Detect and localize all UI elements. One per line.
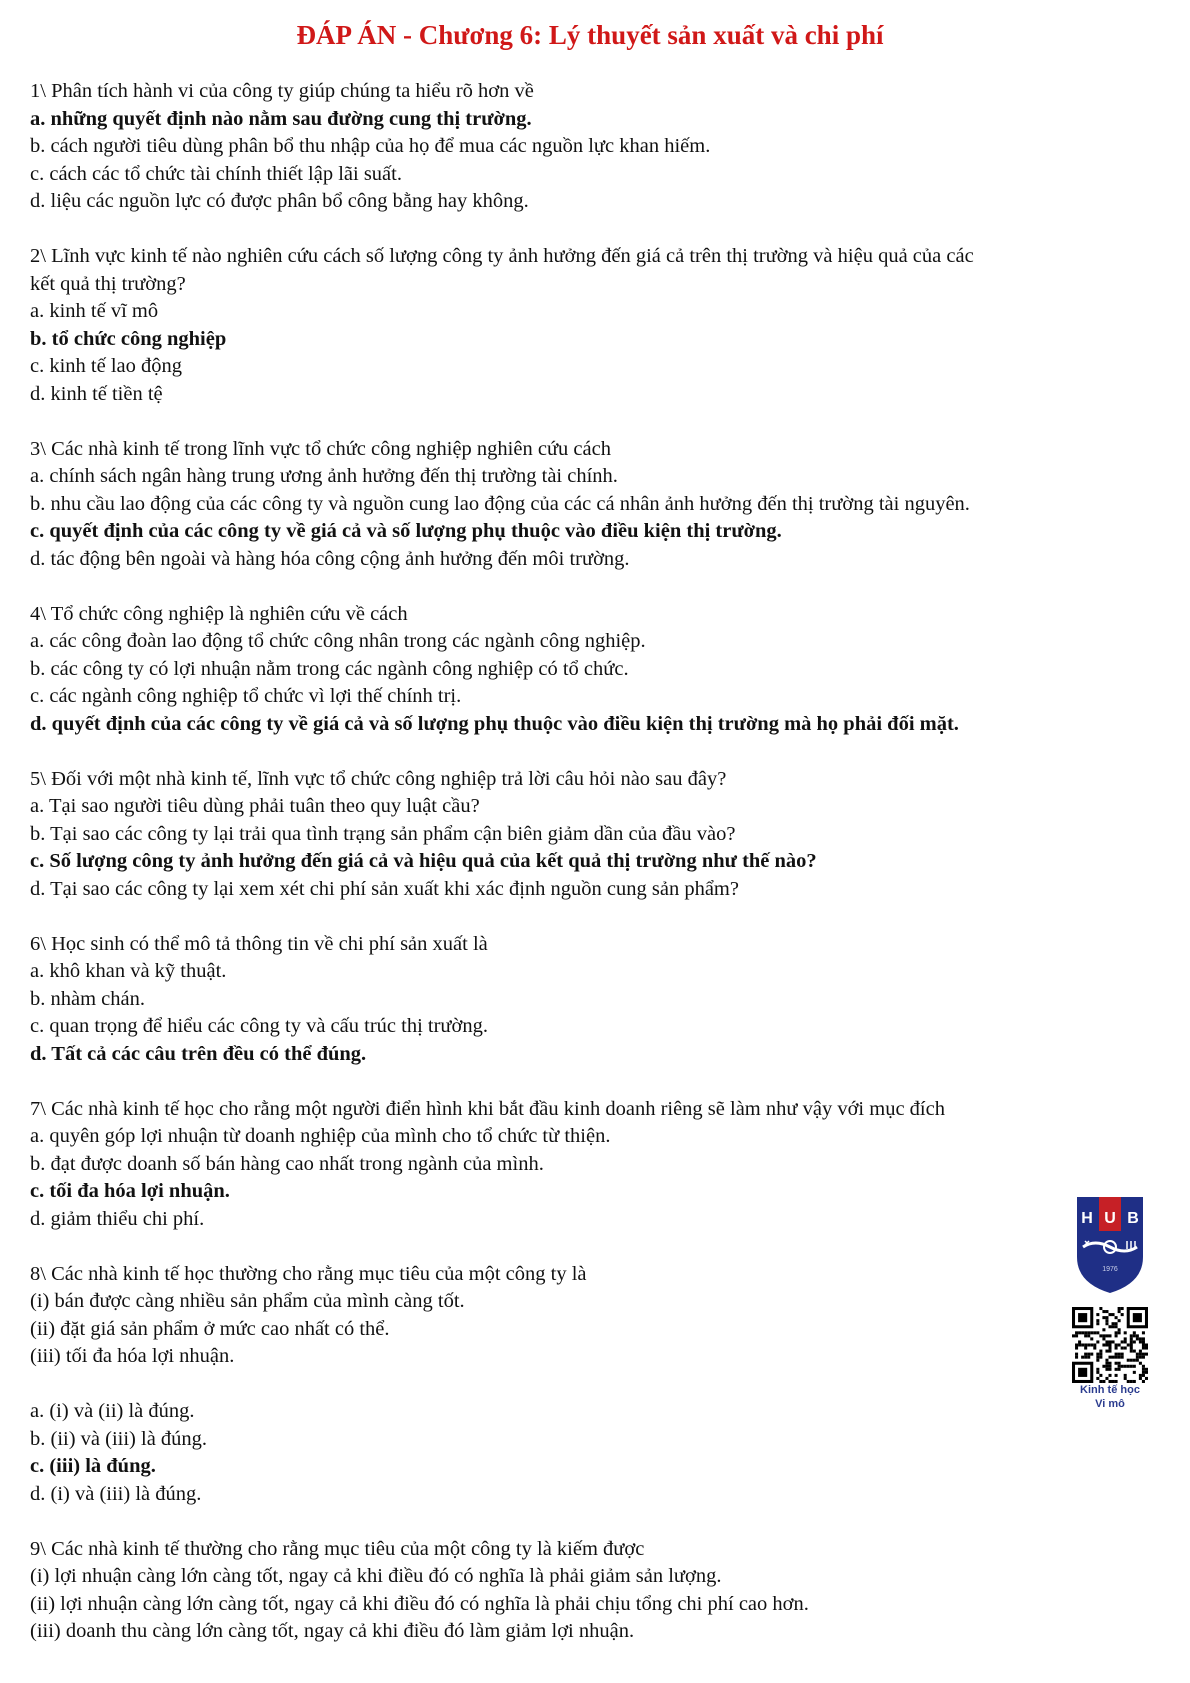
answer-option: d. liệu các nguồn lực có được phân bổ công bằng hay không. (30, 190, 529, 212)
answer-option-correct: a. những quyết định nào nằm sau đường cung thị trường. (30, 107, 532, 130)
question-3 (30, 436, 1150, 574)
answer-option-correct: c. tối đa hóa lợi nhuận. (30, 1180, 230, 1202)
answer-option-correct: d. Tất cả các câu trên đều có thể đúng. (30, 1042, 367, 1065)
question-8 (30, 1261, 1150, 1509)
answer-option: a. (i) và (ii) là đúng. (30, 1400, 195, 1422)
answer-option: b. đạt được doanh số bán hàng cao nhất trong ngành của mình. (30, 1152, 544, 1175)
question-stem-line: (ii) đặt giá sản phẩm ở mức cao nhất có thể. (30, 1317, 390, 1340)
question-stem-line: (i) bán được càng nhiều sản phẩm của mình càng tốt. (30, 1290, 465, 1312)
answer-option: c. cách các tổ chức tài chính thiết lập lãi suất. (30, 162, 402, 185)
question-stem: 3\ Các nhà kinh tế trong lĩnh vực tổ chức công nghiệp nghiên cứu cách (30, 437, 611, 460)
question-stem: 9\ Các nhà kinh tế thường cho rằng mục tiêu của một công ty là kiếm được (30, 1537, 645, 1560)
question-stem-line: kết quả thị trường? (30, 272, 186, 295)
answer-option: c. các ngành công nghiệp tổ chức vì lợi thế chính trị. (30, 685, 462, 707)
answer-sheet (30, 0, 1150, 1673)
logo-letter-h: H (1081, 1210, 1093, 1227)
question-stem: 6\ Học sinh có thể mô tả thông tin về chi phí sản xuất là (30, 932, 488, 955)
answer-option: c. kinh tế lao động (30, 355, 183, 377)
answer-option: b. các công ty có lợi nhuận nằm trong các ngành công nghiệp có tổ chức. (30, 657, 629, 680)
answer-option: a. khô khan và kỹ thuật. (30, 960, 227, 982)
question-stem: 5\ Đối với một nhà kinh tế, lĩnh vực tổ chức công nghiệp trả lời câu hỏi nào sau đây? (30, 767, 727, 790)
question-6 (30, 931, 1150, 1069)
question-stem-line: (ii) lợi nhuận càng lớn càng tốt, ngay cả khi điều đó có nghĩa là phải chịu tổng chi phí cao hơn. (30, 1592, 809, 1615)
question-stem: 8\ Các nhà kinh tế học thường cho rằng mục tiêu của một công ty là (30, 1262, 587, 1285)
answer-option: a. các công đoàn lao động tổ chức công nhân trong các ngành công nghiệp. (30, 630, 646, 652)
question-4 (30, 601, 1150, 739)
answer-option-correct: c. Số lượng công ty ảnh hưởng đến giá cả và hiệu quả của kết quả thị trường như thế nào? (30, 850, 817, 872)
answer-option-correct: c. quyết định của các công ty về giá cả và số lượng phụ thuộc vào điều kiện thị trường. (30, 520, 782, 542)
question-1 (30, 78, 1150, 216)
answer-option: d. (i) và (iii) là đúng. (30, 1482, 202, 1505)
hub-logo (1075, 1195, 1145, 1295)
answer-option-correct: d. quyết định của các công ty về giá cả và số lượng phụ thuộc vào điều kiện thị trường mà họ phải đối mặt. (30, 712, 959, 735)
question-7 (30, 1096, 1150, 1234)
question-stem: 7\ Các nhà kinh tế học cho rằng một người điển hình khi bắt đầu kinh doanh riêng sẽ làm như vậy với mục đích (30, 1097, 945, 1120)
answer-option: b. Tại sao các công ty lại trải qua tình trạng sản phẩm cận biên giảm dần của đầu vào? (30, 822, 736, 845)
brand-block (1055, 1195, 1165, 1411)
brand-line-2: Vi mô (1095, 1398, 1125, 1410)
answer-option: c. quan trọng để hiểu các công ty và cấu trúc thị trường. (30, 1015, 488, 1037)
answer-option: b. cách người tiêu dùng phân bổ thu nhập của họ để mua các nguồn lực khan hiếm. (30, 135, 711, 157)
question-stem-line: (iii) doanh thu càng lớn càng tốt, ngay cả khi điều đó làm giảm lợi nhuận. (30, 1620, 635, 1642)
answer-option: d. Tại sao các công ty lại xem xét chi phí sản xuất khi xác định nguồn cung sản phẩm? (30, 877, 739, 900)
question-stem: 1\ Phân tích hành vi của công ty giúp chúng ta hiểu rõ hơn về (30, 80, 534, 102)
answer-option: b. (ii) và (iii) là đúng. (30, 1427, 208, 1450)
page-title: ĐÁP ÁN - Chương 6: Lý thuyết sản xuất và chi phí (296, 20, 884, 50)
logo-letter-b: B (1127, 1210, 1139, 1227)
answer-option: d. tác động bên ngoài và hàng hóa công cộng ảnh hưởng đến môi trường. (30, 547, 630, 570)
answer-option: a. chính sách ngân hàng trung ương ảnh hưởng đến thị trường tài chính. (30, 465, 618, 487)
question-stem: 2\ Lĩnh vực kinh tế nào nghiên cứu cách số lượng công ty ảnh hưởng đến giá cả trên thị trường và hiệu quả của các (30, 245, 974, 267)
question-5 (30, 766, 1150, 904)
question-2 (30, 243, 1150, 408)
question-stem-line: (iii) tối đa hóa lợi nhuận. (30, 1345, 235, 1367)
logo-year: 1976 (1102, 1266, 1118, 1273)
logo-letter-u: U (1104, 1210, 1116, 1227)
answer-option: d. giảm thiểu chi phí. (30, 1207, 205, 1230)
question-stem-line: (i) lợi nhuận càng lớn càng tốt, ngay cả khi điều đó có nghĩa là phải giảm sản lượng. (30, 1565, 722, 1587)
qr-code (1072, 1307, 1148, 1383)
question-9 (30, 1536, 1150, 1646)
answer-option-correct: b. tổ chức công nghiệp (30, 327, 227, 350)
brand-line-1: Kinh tế học (1080, 1384, 1140, 1396)
answer-option: a. Tại sao người tiêu dùng phải tuân theo quy luật cầu? (30, 795, 480, 817)
answer-option-correct: c. (iii) là đúng. (30, 1455, 156, 1477)
answer-option: b. nhàm chán. (30, 987, 145, 1010)
answer-option: a. kinh tế vĩ mô (30, 300, 159, 322)
answer-option: d. kinh tế tiền tệ (30, 382, 163, 405)
spacer (30, 1371, 1150, 1399)
question-stem: 4\ Tổ chức công nghiệp là nghiên cứu về cách (30, 602, 408, 625)
answer-option: a. quyên góp lợi nhuận từ doanh nghiệp của mình cho tổ chức từ thiện. (30, 1125, 611, 1147)
question-list (30, 78, 1150, 1646)
answer-option: b. nhu cầu lao động của các công ty và nguồn cung lao động của các cá nhân ảnh hưởng đến thị trường tài nguyên. (30, 492, 970, 515)
